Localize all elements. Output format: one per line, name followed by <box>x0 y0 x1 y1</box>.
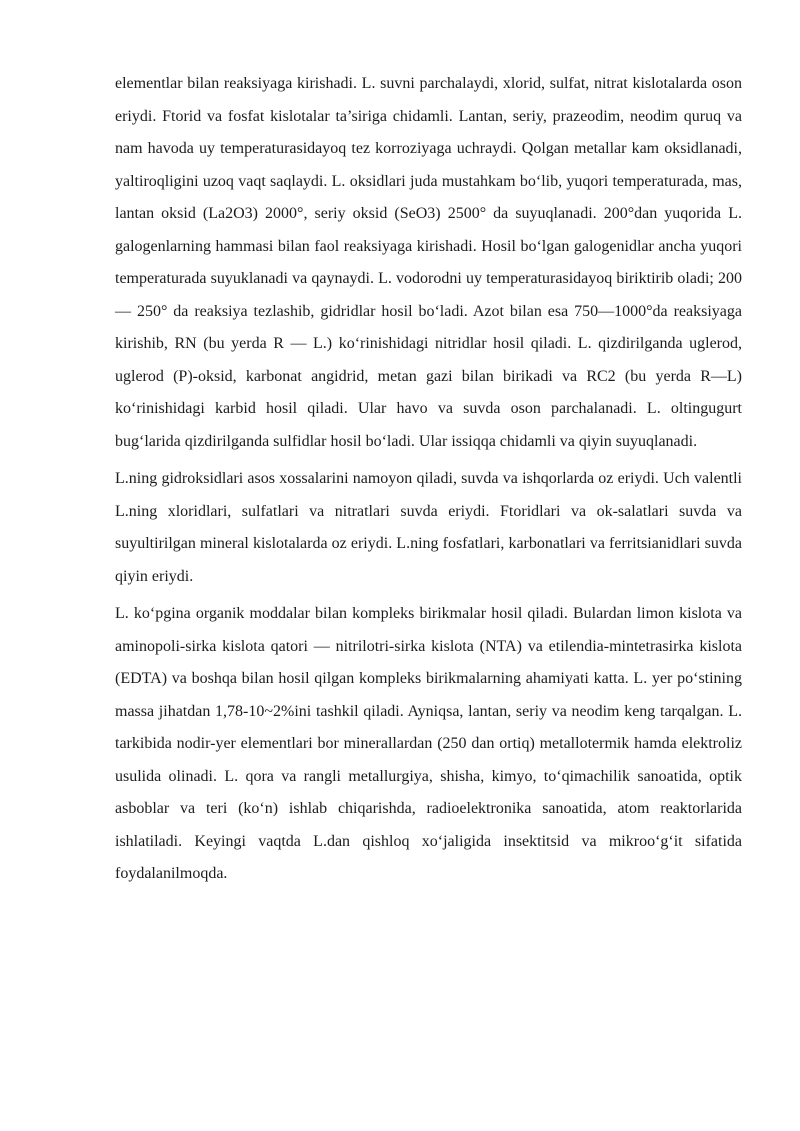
paragraph-3: L. ko‘pgina organik moddalar bilan kompleks birikmalar hosil qiladi. Bulardan limon kislota va aminopoli-sirka kislota qatori — nitrilotri-sirka kislota (NTA) va etilendia-mintetrasirka kislota (EDTA) va boshqa bilan hosil qilgan kompleks birikmalarning ahamiyati katta. L. yer po‘stining massa jihatdan 1,78-10~2%ini tashkil qiladi. Ayniqsa, lantan, seriy va neodim keng tarqalgan. L. tarkibida nodir-yer elementlari bor minerallardan (250 dan ortiq) metallotermik hamda elektroliz usulida olinadi. L. qora va rangli metallurgiya, shisha, kimyo, to‘qimachilik sanoatida, optik asboblar va teri (ko‘n) ishlab chiqarishda, radioelektronika sanoatida, atom reaktorlarida ishlatiladi. Keyingi vaqtda L.dan qishloq xo‘jaligida insektitsid va mikroo‘g‘it sifatida foydalanilmoqda. <box>115 605 742 882</box>
document-page <box>115 68 742 896</box>
paragraph-2: L.ning gidroksidlari asos xossalarini namoyon qiladi, suvda va ishqorlarda oz eriydi. Uch valentli L.ning xloridlari, sulfatlari va nitratlari suvda eriydi. Ftoridlari va ok-salatlari suvda va suyultirilgan mineral kislotalarda oz eriydi. L.ning fosfatlari, karbonatlari va ferritsianidlari suvda qiyin eriydi. <box>115 470 742 585</box>
paragraph-1: elementlar bilan reaksiyaga kirishadi. L. suvni parchalaydi, xlorid, sulfat, nitrat kislotalarda oson eriydi. Ftorid va fosfat kislotalar ta’siriga chidamli. Lantan, seriy, prazeodim, neodim quruq va nam havoda uy temperaturasidayoq tez korroziyaga uchraydi. Qolgan metallar kam oksidlanadi, yaltiroqligini uzoq vaqt saqlaydi. L. oksidlari juda mustahkam bo‘lib, yuqori temperaturada, mas, lantan oksid (La2O3) 2000°, seriy oksid (SeO3) 2500° da suyuqlanadi. 200°dan yuqorida L. galogenlarning hammasi bilan faol reaksiyaga kirishadi. Hosil bo‘lgan galogenidlar ancha yuqori temperaturada suyuklanadi va qaynaydi. L. vodorodni uy temperaturasidayoq biriktirib oladi; 200— 250° da reaksiya tezlashib, gidridlar hosil bo‘ladi. Azot bilan esa 750—1000°da reaksiyaga kirishib, RN (bu yerda R — L.) ko‘rinishidagi nitridlar hosil qiladi. L. qizdirilganda uglerod, uglerod (P)-oksid, karbonat angidrid, metan gazi bilan birikadi va RC2 (bu yerda R—L) ko‘rinishidagi karbid hosil qiladi. Ular havo va suvda oson parchalanadi. L. oltingugurt bug‘larida qizdirilganda sulfidlar hosil bo‘ladi. Ular issiqqa chidamli va qiyin suyuqlanadi. <box>115 75 742 450</box>
